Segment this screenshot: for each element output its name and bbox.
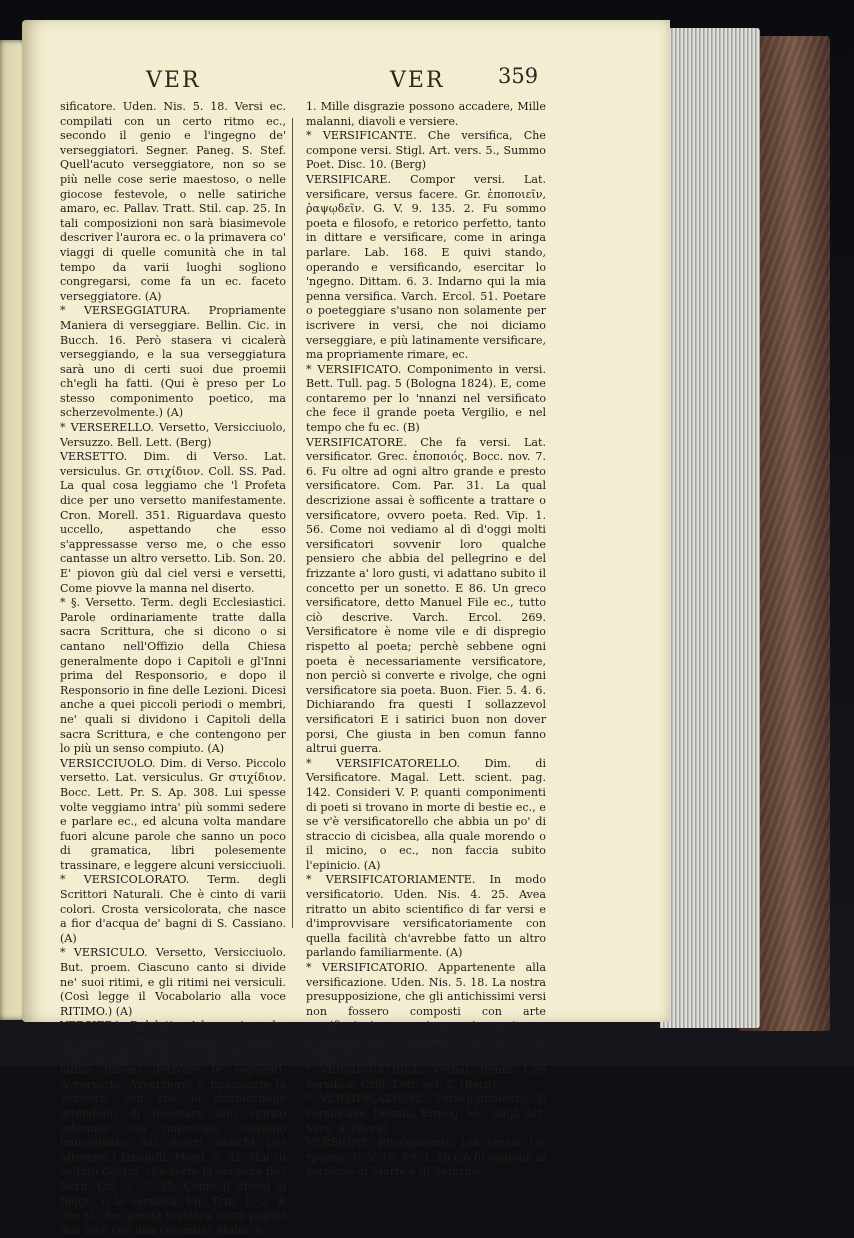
entry: * VERSICULO. Versetto, Versicciuolo. But. proem. Ciascuno canto si divide ne' suoi ritimi, e gli ritimi nei versiculi. (Così legge il Vocabolario alla voce RITIMO.) (A) bbox=[60, 946, 286, 1018]
right-column bbox=[306, 100, 546, 1180]
running-head-right: VER bbox=[390, 68, 445, 93]
page-number: 359 bbox=[498, 64, 539, 88]
entry: * VERSIFICATORIAMENTE. In modo versificatorio. Uden. Nis. 4. 25. Avea ritratto un abito scientifico di far versi e d'improvvisare versificatoriamente con quella facilità ch'avrebbe fatto un altro parlando familiarmente. (A) bbox=[306, 873, 546, 960]
entry: VERSIFICATORE. Che fa versi. Lat. versificator. Grec. ἐποποιός. Bocc. nov. 7. 6. Fu oltre ad ogni altro grande e presto versificatore. Com. Par. 31. La qual descrizione assai è sofficente a trattare o versificatore, ovvero poeta. Red. Vip. 1. 56. Come noi vediamo al dì d'oggi molti versificatori sovvenir loro qualche pensiero che abbia del pellegrino e del frizzante a' loro gusti, vi adattano subito il concetto per un sonetto. E 86. Un greco versificatore, detto Manuel File ec., tutto ciò descrive. Varch. Ercol. 269. Versificatore è nome vile e di dispregio rispetto al poeta; perchè sebbene ogni poeta è necessariamente versificatore, non perciò si converte e rivolge, che ogni versificatore sia poeta. Buon. Fier. 5. 4. 6. Dichiarando fra questi I sollazzevol versificatori E i satirici buon non dover porsi, Che giusta in ben comun fanno altrui guerra. bbox=[306, 435, 546, 756]
entry: VERSIONE. Rivolgimento. Lat. versio. Gr. τρόπος. G. V. 10. 69. 1. Di ciò fu cagione la versione di Marte e di Saturno. bbox=[306, 1136, 546, 1179]
entry: * VERSEGGIATURA. Propriamente Maniera di verseggiare. Bellin. Cic. in Bucch. 16. Però stasera vi cicalerà verseggiando, e la sua verseggiatura sarà uno di certi suoi due proemii ch'egli ha fatti. (Qui è preso per Lo stesso componimento poetico, ma scherzevolmente.) (A) bbox=[60, 304, 286, 420]
entry: * VERSIFICATORIO. Appartenente alla versificazione. Uden. Nis. 5. 18. La nostra presupposizione, che gli antichissimi versi non fossero composti con arte versificatoria, ma improvvisamente, o pensatamente compilati con un certo ritmo, ec. (A) bbox=[306, 961, 546, 1062]
entry: VERSIFICARE. Compor versi. Lat. versificare, versus facere. Gr. ἐποποιεῖν, ῥαψῳδεῖν. G. V. 9. 135. 2. Fu sommo poeta e filosofo, e retorico perfetto, tanto in dittare e versificare, come in aringa parlare. Lab. 168. E quivi standο, operando e versificando, esercitar lo 'ngegno. Dittam. 6. 3. Indarno qui la mia penna versifica. Varch. Ercol. 51. Poetare o poeteggiare s'usano non solamente per iscrivere in versi, che noi diciamo verseggiare, e più latinamente versificare, ma propriamente rimare, ec. bbox=[306, 172, 546, 362]
entry: * VERSIFICAZIONE. Verseggiamento, Il versificare. Delmin. Ermog. 56., Stigl. Art. Vers. 4. (Berg) bbox=[306, 1092, 546, 1135]
entry: * VERSICOLORATO. Term. degli Scrittori Naturali. Che è cinto di varii colori. Crosta versicolorata, che nasce a fior d'acqua de' bagni di S. Cassiano. (A) bbox=[60, 873, 286, 945]
entry: sificatore. Uden. Nis. 5. 18. Versi ec. compilati con un certo ritmo ec., secondo il genio e l'ingegno de' verseggiatori. Segner. Paneg. S. Stef. Quell'acuto verseggiatore, non so se più nelle cose serie maestoso, o nelle giocose festevole, o nelle satiriche amaro, ec. Pallav. Tratt. Stil. cap. 25. In tali composizioni non sarà biasimevole descriver l'aurora ec. o la primavera co' viaggi di quelle comunità che in tal tempo da varii luoghi sogliono congregarsi, come fa un ec. faceto verseggiatore. (A) bbox=[60, 100, 286, 303]
running-head-left: VER bbox=[146, 68, 201, 93]
entry: * VERSIFICATORELLO. Dim. di Versificatore. Magal. Lett. scient. pag. 142. Consideri V. P. quanti componimenti di poeti si trovano in morte di bestie ec., e se v'è versificatorello che abbia un po' di straccio di cicisbea, alla quale morendo o il micino, o ec., non faccia subito l'epinicio. (A) bbox=[306, 756, 546, 872]
entry: 1. Mille disgrazie possono accadere, Mille malanni, diavoli e versiere. bbox=[306, 100, 546, 128]
entry: * VERSIFICATRICE. Verbal. femm. Che versifica. Grill. Lett. vol. 2. (Berg) bbox=[306, 1063, 546, 1091]
entry: * §. Versetto. Term. degli Ecclesiastici. Parole ordinariamente tratte dalla sacra Scrittura, che si dicono o si cantano nell'Offizio della Chiesa generalmente dopo i Capitoli e gl'Inni prima del Responsorio, e dopo il Responsorio in fine delle Lezioni. Dicesi anche a quei piccoli periodi o membri, ne' quali si dividono i Capitoli della sacra Scrittura, e che contengono per lo più un senso compiuto. (A) bbox=[60, 596, 286, 756]
entry: VERSICCIUOLO. Dim. di Verso. Piccolo versetto. Lat. versiculus. Gr στιχίδιον. Bocc. Lett. Pr. S. Ap. 308. Lui spesse volte veggiamo intra' più sommi sedere e parlare ec., ed alcuna volta mandare fuori alcune parole che sanno un poco di gramatica, libri polesemente trassinare, e leggere alcuni versicciuoli. bbox=[60, 756, 286, 872]
page-edges bbox=[660, 28, 760, 1028]
entry: VERSIERA. Dal latin. Adversarius, che in senso scritturale significa l' inimico degli uomini, il Diavolo. Da essa voce latina furono derivate le seguenti: Avversario, Avversiere; e finalmente la Versiera, con che le donnicciuole intendono di denotare uno spirito infernale con improvido consiglio immaginato dai nostri antichi per atterrire i fanciulli. Morg. 5. 42. Hai tu veduto Costui, che certo la versiera fia? Bern. Orl. 3. 7. 55. Come il diavol si fugge, o la versiera. Fir. Trin. 1. 2. E che sì, che questa versiera vorrà pigliar due fave con una colomba? Malm. 8. bbox=[60, 1019, 286, 1237]
entry: VERSETTO. Dim. di Verso. Lat. versiculus. Gr. στιχίδιον. Coll. SS. Pad. La qual cosa leggiamo che 'l Profeta dice per uno versetto manifestamente. Cron. Morell. 351. Riguardava questo uccello, aspettando che esso s'appressasse verso me, o che esso cantasse un altro versetto. Lib. Son. 20. E' piovon giù dal ciel versi e versetti, Come piovve la manna nel diserto. bbox=[60, 450, 286, 595]
entry: * VERSIFICANTE. Che versifica, Che compone versi. Stigl. Art. vers. 5., Summo Poet. Disc. 10. (Berg) bbox=[306, 129, 546, 172]
entry: * VERSERELLO. Versetto, Versicciuolo, Versuzzo. Bell. Lett. (Berg) bbox=[60, 421, 286, 449]
column-divider bbox=[292, 118, 293, 928]
entry: * VERSIFICATO. Componimento in versi. Bett. Tull. pag. 5 (Bologna 1824). E, come contaremo per lo 'nnanzi nel versificato che fece il grande poeta Vergilio, e nel tempo che fu ec. (B) bbox=[306, 362, 546, 435]
left-column bbox=[60, 100, 286, 1238]
